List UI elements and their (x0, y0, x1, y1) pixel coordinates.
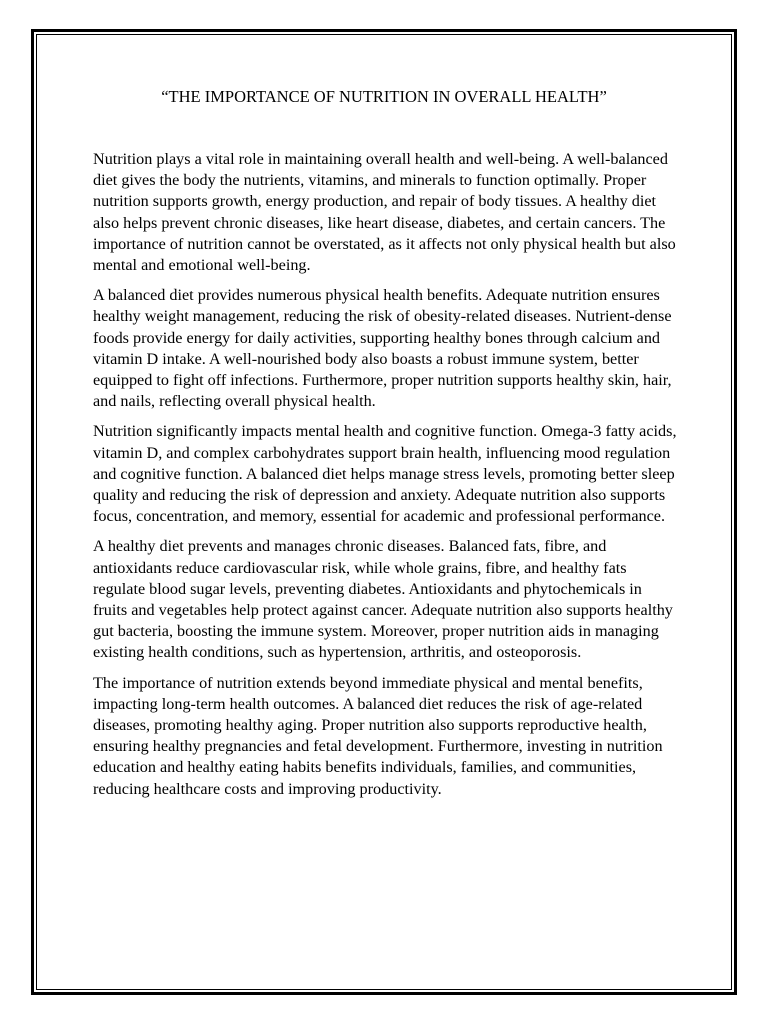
paragraph-physical-health: A balanced diet provides numerous physical health benefits. Adequate nutrition ensures healthy weight management, reducing the risk of obesity-related diseases. Nutrient-dense foods provide energy for daily activities, supporting healthy bones through calcium and vitamin D intake. A well-nourished body also boasts a robust immune system, better equipped to fight off infections. Furthermore, proper nutrition supports healthy skin, hair, and nails, reflecting overall physical health. (93, 286, 672, 411)
paragraph-intro: Nutrition plays a vital role in maintaining overall health and well-being. A well-balanced diet gives the body the nutrients, vitamins, and minerals to function optimally. Proper nutrition supports growth, energy production, and repair of body tissues. A healthy diet also helps prevent chronic diseases, like heart disease, diabetes, and certain cancers. The importance of nutrition cannot be overstated, as it affects not only physical health but also mental and emotional well-being. (93, 150, 676, 275)
paragraph-mental-health: Nutrition significantly impacts mental health and cognitive function. Omega-3 fatty acids, vitamin D, and complex carbohydrates support brain health, influencing mood regulation and cognitive function. A balanced diet helps manage stress levels, promoting better sleep quality and reducing the risk of depression and anxiety. Adequate nutrition also supports focus, concentration, and memory, essential for academic and professional performance. (93, 422, 677, 526)
document-title: “THE IMPORTANCE OF NUTRITION IN OVERALL HEALTH” (161, 87, 607, 106)
document-body (93, 149, 677, 809)
paragraph-chronic-diseases: A healthy diet prevents and manages chronic diseases. Balanced fats, fibre, and antioxidants reduce cardiovascular risk, while whole grains, fibre, and healthy fats regulate blood sugar levels, preventing diabetes. Antioxidants and phytochemicals in fruits and vegetables help protect against cancer. Adequate nutrition also supports healthy gut bacteria, boosting the immune system. Moreover, proper nutrition aids in managing existing health conditions, such as hypertension, arthritis, and osteoporosis. (93, 537, 673, 662)
paragraph-long-term: The importance of nutrition extends beyond immediate physical and mental benefits, impacting long-term health outcomes. A balanced diet reduces the risk of age-related diseases, promoting healthy aging. Proper nutrition also supports reproductive health, ensuring healthy pregnancies and fetal development. Furthermore, investing in nutrition education and healthy eating habits benefits individuals, families, and communities, reducing healthcare costs and improving productivity. (93, 673, 663, 798)
